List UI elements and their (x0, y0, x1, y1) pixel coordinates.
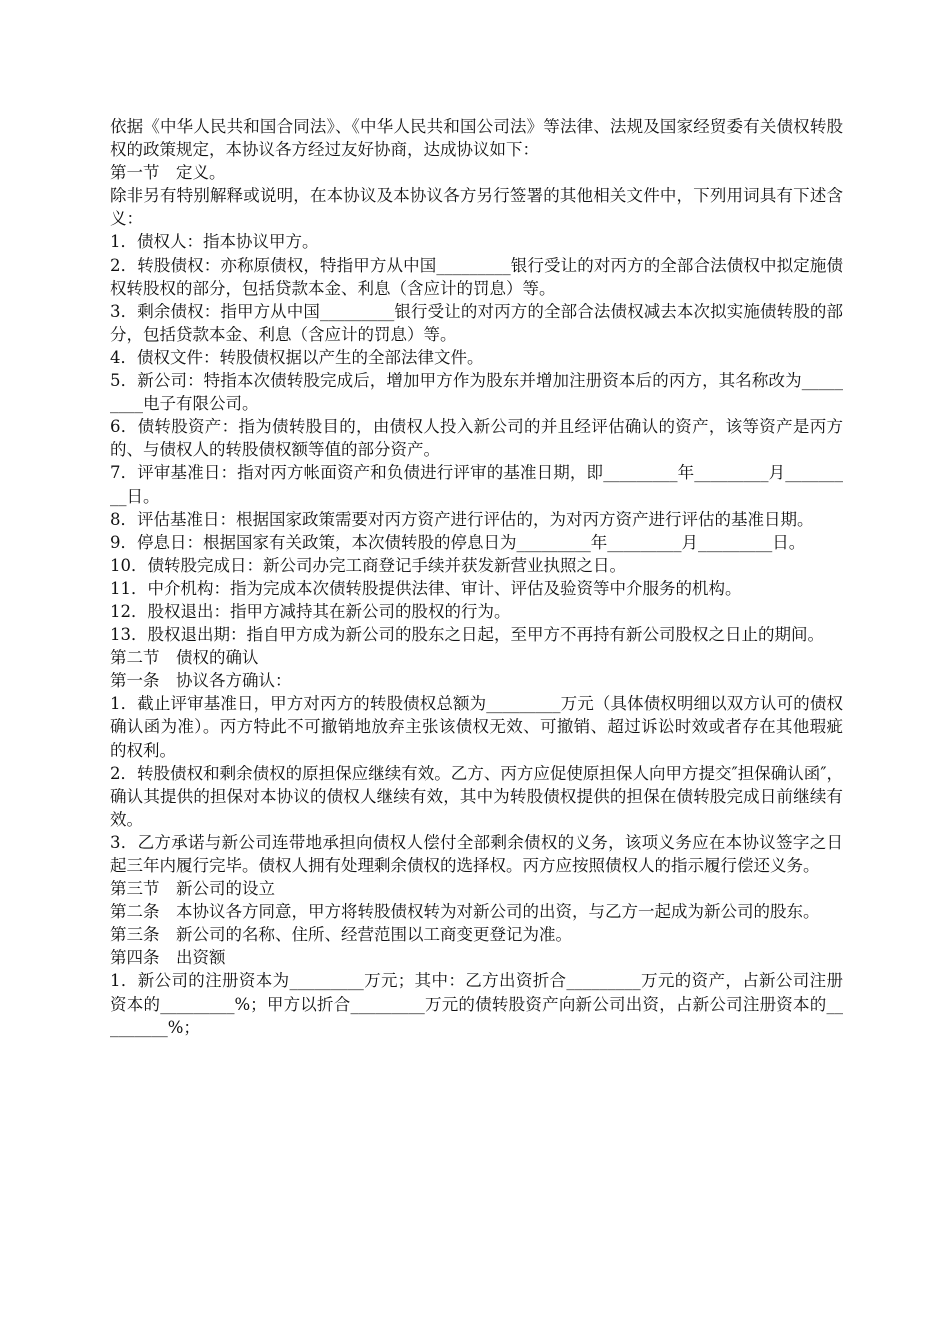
confirmation-item-1: 1．截止评审基准日，甲方对丙方的转股债权总额为_________万元（具体债权明细以双方认可的债权确认函为准）。丙方特此不可撤销地放弃主张该债权无效、可撤销、超过诉讼时效或者存在其他瑕疵的权利。 (110, 694, 843, 760)
section-heading-new-company: 第三节 新公司的设立 (110, 879, 275, 899)
document-body (110, 115, 843, 1039)
definition-item-completion-date: 10．债转股完成日：新公司办完工商登记手续并获发新营业执照之日。 (110, 555, 626, 575)
definition-item-equity-exit-period: 13．股权退出期：指自甲方成为新公司的股东之日起，至甲方不再持有新公司股权之日止的期间。 (110, 625, 824, 645)
definition-item-equity-exit: 12．股权退出：指甲方减持其在新公司的股权的行为。 (110, 601, 511, 621)
definition-item-converted-claims: 2．转股债权：亦称原债权，特指甲方从中国_________银行受让的对丙方的全部合法债权中拟定施债权转股权的部分，包括贷款本金、利息（含应计的罚息）等。 (110, 255, 843, 298)
article-3-paragraph: 第三条 新公司的名称、住所、经营范围以工商变更登记为准。 (110, 925, 572, 945)
definition-item-interest-stop-date: 9．停息日：根据国家有关政策，本次债转股的停息日为_________年_________月_________日。 (110, 532, 806, 552)
definition-item-conversion-assets: 6．债转股资产：指为债转股目的，由债权人投入新公司的并且经评估确认的资产，该等资产是丙方的、与债权人的转股债权额等值的部分资产。 (110, 417, 843, 460)
definition-item-valuation-date: 8．评估基准日：根据国家政策需要对丙方资产进行评估的，为对丙方资产进行评估的基准日期。 (110, 509, 814, 529)
article-heading-parties-confirm: 第一条 协议各方确认： (110, 671, 292, 691)
definition-item-intermediaries: 11．中介机构：指为完成本次债转股提供法律、审计、评估及验资等中介服务的机构。 (110, 578, 742, 598)
preamble-paragraph: 依据《中华人民共和国合同法》、《中华人民共和国公司法》等法律、法规及国家经贸委有关债权转股权的政策规定，本协议各方经过友好协商，达成协议如下： (110, 117, 843, 160)
article-heading-capital-contribution: 第四条 出资额 (110, 948, 226, 968)
capital-item-1: 1．新公司的注册资本为_________万元；其中：乙方出资折合_________万元的资产，占新公司注册资本的_________%；甲方以折合_________万元的债转股资产向新公司出资，占新公司注册资本的_________%； (110, 971, 843, 1037)
section-heading-claim-confirmation: 第二节 债权的确认 (110, 648, 259, 668)
definition-item-claim-documents: 4．债权文件：转股债权据以产生的全部法律文件。 (110, 347, 484, 367)
definitions-intro-paragraph: 除非另有特别解释或说明，在本协议及本协议各方另行签署的其他相关文件中，下列用词具有下述含义： (110, 186, 843, 229)
section-heading-definitions: 第一节 定义。 (110, 163, 226, 183)
definition-item-creditor: 1．债权人：指本协议甲方。 (110, 232, 319, 252)
definition-item-new-company: 5．新公司：特指本次债转股完成后，增加甲方作为股东并增加注册资本后的丙方，其名称改为_________电子有限公司。 (110, 371, 843, 414)
article-2-paragraph: 第二条 本协议各方同意，甲方将转股债权转为对新公司的出资，与乙方一起成为新公司的股东。 (110, 902, 820, 922)
confirmation-item-2: 2．转股债权和剩余债权的原担保应继续有效。乙方、丙方应促使原担保人向甲方提交″担保确认函″，确认其提供的担保对本协议的债权人继续有效，其中为转股债权提供的担保在债转股完成日前继续有效。 (110, 763, 843, 829)
definition-item-review-date: 7．评审基准日：指对丙方帐面资产和负债进行评审的基准日期，即_________年_________月_________日。 (110, 463, 843, 506)
definition-item-remaining-claims: 3．剩余债权：指甲方从中国_________银行受让的对丙方的全部合法债权减去本次拟实施债转股的部分，包括贷款本金、利息（含应计的罚息）等。 (110, 301, 843, 344)
confirmation-item-3: 3．乙方承诺与新公司连带地承担向债权人偿付全部剩余债权的义务，该项义务应在本协议签字之日起三年内履行完毕。债权人拥有处理剩余债权的选择权。丙方应按照债权人的指示履行偿还义务。 (110, 832, 843, 875)
